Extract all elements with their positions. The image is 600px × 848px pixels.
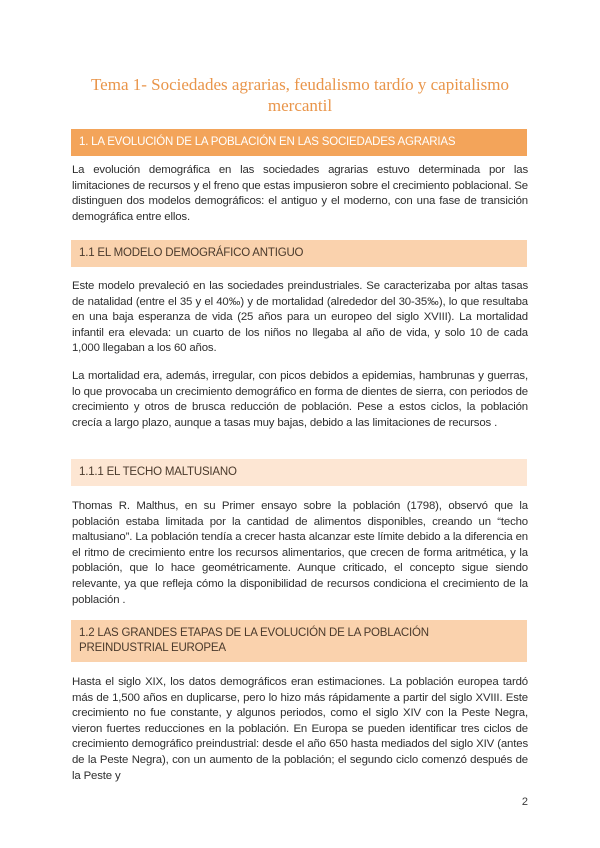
section-heading-1-1-1: 1.1.1 EL TECHO MALTUSIANO <box>71 459 527 486</box>
paragraph-techo-maltusiano: Thomas R. Malthus, en su Primer ensayo sobre la población (1798), observó que la población estaba limitada por la cantidad de alimentos disponibles, creando un “techo maltusiano”. La población tendía a crecer hasta alcanzar este límite debido a la diferencia en el ritmo de crecimiento entre los recursos alimentarios, que crecen de forma aritmética, y la población, que lo hace geométricamente. Aunque criticado, el concepto sigue siendo relevante, ya que refleja cómo la disponibilidad de recursos condiciona el crecimiento de la población . <box>72 500 528 606</box>
paragraph-grandes-etapas: Hasta el siglo XIX, los datos demográficos eran estimaciones. La población europea tardó más de 1,500 años en duplicarse, pero lo hizo más rápidamente a partir del siglo XVIII. Este crecimiento no fue constante, y algunos periodos, como el siglo XIV con la Peste Negra, vieron fuertes reducciones en la población. En Europa se pueden identificar tres ciclos de crecimiento demográfico preindustrial: desde el año 650 hasta mediados del siglo XIV (antes de la Peste Negra), con un aumento de la población; el segundo ciclo comenzó después de la Peste y <box>72 676 528 782</box>
section-heading-1: 1. LA EVOLUCIÓN DE LA POBLACIÓN EN LAS SOCIEDADES AGRARIAS <box>71 129 527 156</box>
paragraph-modelo-antiguo-2: La mortalidad era, además, irregular, con picos debidos a epidemias, hambrunas y guerras, lo que provocaba un crecimiento demográfico en forma de dientes de sierra, con periodos de crecimiento y otros de brusca reducción de población. Pese a estos ciclos, la población crecía a largo plazo, aunque a tasas muy bajas, debido a las limitaciones de recursos . <box>72 370 528 429</box>
page-number: 2 <box>521 796 528 808</box>
paragraph-modelo-antiguo-1: Este modelo prevaleció en las sociedades preindustriales. Se caracterizaba por altas tasas de natalidad (entre el 35 y el 40‰) y de mortalidad (alrededor del 30-35‰), lo que resultaba en una baja esperanza de vida (25 años para un europeo del siglo XVIII). La mortalidad infantil era elevada: un cuarto de los niños no llegaba al año de vida, y solo 10 de cada 1,000 llegaban a los 60 años. <box>72 280 528 355</box>
section-heading-1-1: 1.1 EL MODELO DEMOGRÁFICO ANTIGUO <box>71 240 527 267</box>
section-heading-1-2: 1.2 LAS GRANDES ETAPAS DE LA EVOLUCIÓN DE LA POBLACIÓN PREINDUSTRIAL EUROPEA <box>71 620 527 662</box>
document-title: Tema 1- Sociedades agrarias, feudalismo tardío y capitalismo mercantil <box>90 75 509 115</box>
paragraph-intro: La evolución demográfica en las sociedades agrarias estuvo determinada por las limitaciones de recursos y el freno que estas impusieron sobre el crecimiento poblacional. Se distinguen dos modelos demográficos: el antiguo y el moderno, con una fase de transición demográfica entre ellos. <box>72 164 528 223</box>
